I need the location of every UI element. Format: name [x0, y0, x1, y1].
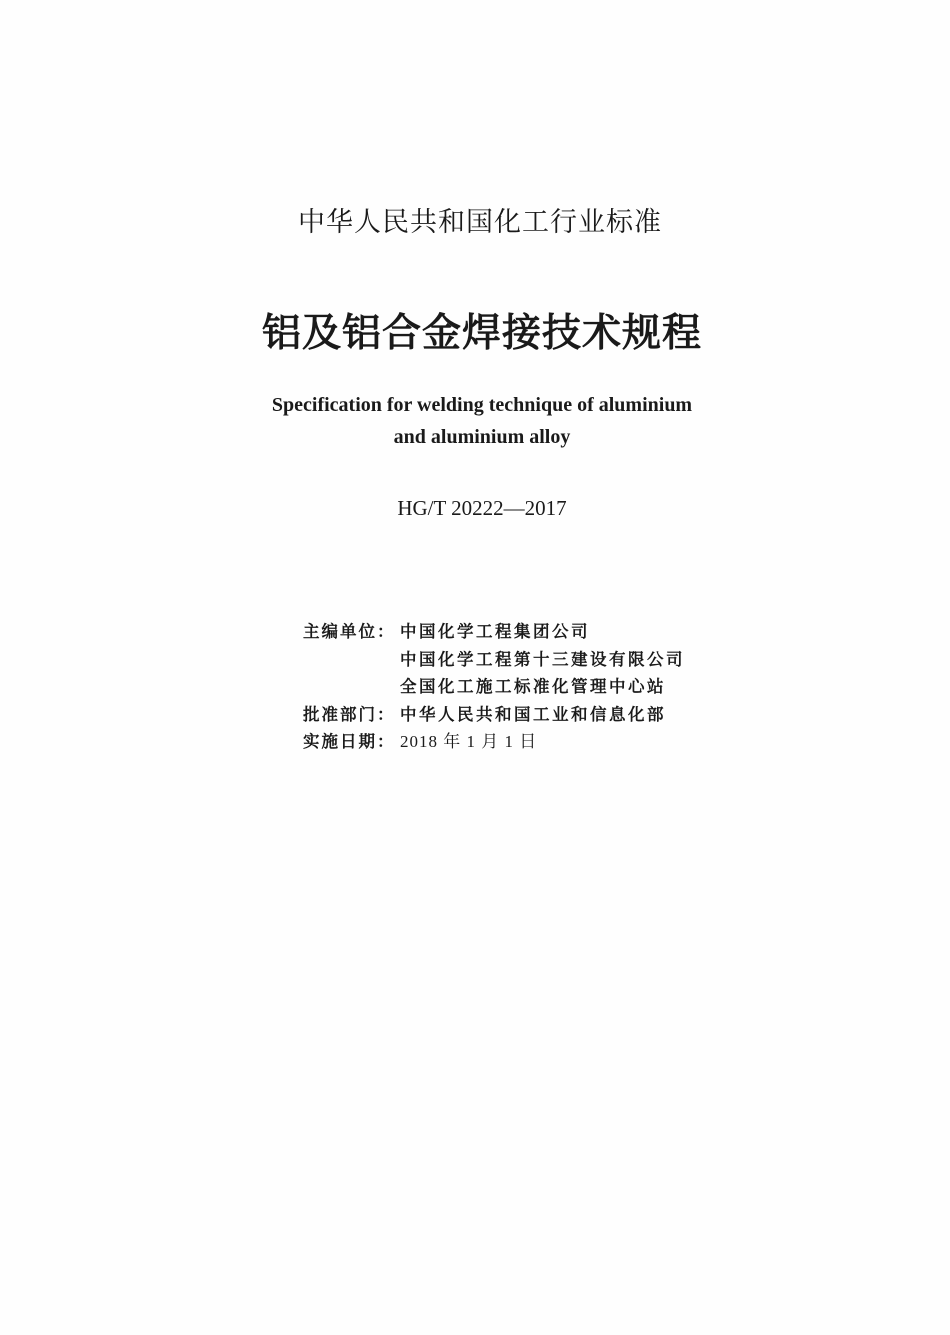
approver-department: 中华人民共和国工业和信息化部 — [400, 704, 666, 724]
document-title-english-line1: Specification for welding technique of aluminium — [271, 394, 693, 416]
approver-row — [303, 701, 685, 729]
label-spacer — [303, 673, 400, 701]
effective-date-row — [303, 728, 685, 756]
editor-label: 主编单位： — [303, 622, 396, 641]
standard-code: HG/T 20222—2017 — [397, 496, 567, 520]
document-title-english-line2: and aluminium alloy — [393, 426, 571, 448]
document-title-chinese: 铝及铝合金焊接技术规程 — [261, 311, 702, 356]
approver-label: 批准部门： — [303, 704, 396, 724]
label-spacer — [303, 646, 400, 674]
editor-organization: 全国化工施工标准化管理中心站 — [400, 677, 666, 696]
editor-organization: 中国化学工程第十三建设有限公司 — [400, 649, 685, 669]
effective-date: 2018 年 1 月 1 日 — [400, 732, 538, 751]
editor-row — [303, 646, 685, 674]
publication-info — [303, 618, 685, 756]
editor-row — [303, 673, 685, 701]
editor-row — [303, 618, 685, 646]
editor-organization: 中国化学工程集团公司 — [400, 622, 590, 641]
standard-type-heading: 中华人民共和国化工行业标准 — [298, 207, 662, 238]
effective-date-label: 实施日期： — [303, 732, 396, 751]
